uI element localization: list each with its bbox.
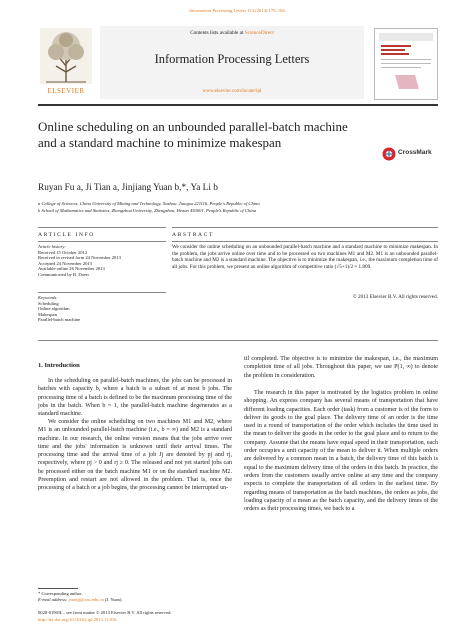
corresponding-author: * Corresponding author. [38,591,83,596]
keyword-item: Scheduling [38,300,59,306]
intro-paragraph-1: In the scheduling on parallel-batch machines, the jobs can be processed in batches with capacity b, where a batch is a subset of at most b jobs. The processing time of a batch is defined to be the maximum processing time of the jobs in the batch. When b = 1, the parallel-batch machine degenerates as a standard machine. [38,378,232,418]
abstract-rule-bottom [38,340,438,341]
tree-icon [38,26,94,86]
history-item: Received in revised form 24 November 2013 [38,255,121,261]
crossmark-badge[interactable] [382,146,438,162]
contents-prefix: Contents lists available at [190,30,245,36]
keyword-item: Makespan [38,311,57,317]
abstract-rule-top [172,227,438,228]
footnote-rule [38,588,78,589]
email-line [38,597,238,603]
email-label: E-mail address: [38,596,69,602]
history-item: Available online 26 November 2013 [38,266,105,272]
journal-cover-image [374,28,438,100]
history-item: Accepted 24 November 2013 [38,260,92,266]
masthead-center [100,26,364,99]
keywords-label: Keywords: [38,295,58,300]
keywords [38,295,166,323]
history-label: Article history: [38,244,66,249]
masthead [38,26,438,99]
affiliation-a: a College of Sciences, China University of Mining and Technology, Xuzhou, Jiangsu 221116, People's Republic of China [38,201,260,206]
article-title-line1: Online scheduling on an unbounded parallel-batch machine [38,119,348,134]
article-info-heading: ARTICLE INFO [38,232,95,238]
right-paragraph-2: The research in this paper is motivated by the logistics problem in online shopping. An express company has several means of transportation that have different loading capacities. Each order (task) from a customer is of the form to deliver its goods to the goal place. The delivery time of an order is the time used in a round of transportation of the order which includes the time used in the mean to deliver the goods in the order to the goal place and to return to the company. Assume that the means have equal speed in their transportation, each order occupies a unit capacity of the mean to deliver it. When multiple orders are delivered by a common mean in a batch, the delivery time of this batch is equal to the maximum delivery time of the orders in this batch. In practice, the orders from the customers usually arrive online at any time and the company expects to complete the transportation of all orders in the earliest time. By regarding means of transportation as the batch machines, the orders as jobs, the loading capacity of a mean as the batch capacity, and the delivery times of the orders as their processing times, we back to a [244,390,438,513]
article-title [38,119,368,150]
section-heading: 1. Introduction [38,362,80,369]
contents-line [100,30,364,37]
masthead-rule [38,104,438,106]
article-history [38,244,166,278]
authors: Ruyan Fu a, Ji Tian a, Jinjiang Yuan b,*, Ya Li b [38,183,218,193]
intro-paragraph-2: We consider the online scheduling on two machines M1 and M2, where M1 is an unbounded parallel-batch machine (i.e., b = ∞) and M2 is a standard machine. In our research, the online version means that the jobs arrive over time and the jobs' information is unknown until their arrival times. The processing time and the arrival time of a job Jj are denoted by pj and rj, respectively, where pj > 0 and rj ≥ 0. The released and not yet started jobs can be processed either on the batch machine M1 or on the standard machine M2. Preemption and restart are not allowed in the problem. That is, once the processing of a batch or a job begins, the processing cannot be interrupted un- [38,419,232,492]
email-link[interactable]: yuanjj@zzu.edu.cn [68,596,104,602]
footnote [38,591,238,602]
publisher-name: ELSEVIER [47,87,85,95]
article-info-rule-mid [38,241,166,242]
article-title-line2: and a standard machine to minimize makespan [38,134,282,150]
right-paragraph-1: til completed. The objective is to minimize the makespan, i.e., the maximum completion time of all jobs. Throughout this paper, we use P(1, ∞) to denote the problem in consideration. [244,356,438,379]
footer-frontmatter: 0020-0190/$ – see front matter © 2013 Elsevier B.V. All rights reserved. [38,610,172,615]
running-header: Information Processing Letters 114 (2014) 179–184 [189,8,285,13]
journal-title: Information Processing Letters [154,52,310,66]
history-item: Received 15 October 2012 [38,249,88,255]
history-item: Communicated by B. Doerr [38,271,90,277]
abstract-text: We consider the online scheduling on an unbounded parallel-batch machine and a standard machine to minimize makespan. In the problem, the jobs arrive online over time and to be processed on two machines M1 and M2. M1 is an unbounded parallel-batch machine and M2 is a standard machine. The objective is to minimize the makespan, i.e., the maximum completion time of all jobs. For this problem, we present an online algorithm of competitive ratio (√5+1)/2 ≈ 1.809. [172,244,438,270]
article-info-rule-top [38,227,166,228]
crossmark-icon [382,147,396,161]
email-suffix: (J. Yuan). [103,596,123,602]
footer-doi[interactable]: http://dx.doi.org/10.1016/j.ipl.2013.11.016 [38,617,117,622]
abstract-copyright: © 2013 Elsevier B.V. All rights reserved. [352,294,438,300]
abstract-heading: ABSTRACT [172,232,215,238]
journal-url[interactable]: www.elsevier.com/locate/ipl [202,88,262,94]
elsevier-logo [38,26,94,99]
keyword-item: Online algorithm [38,306,70,312]
keywords-rule [38,292,166,293]
abstract-rule-mid [172,241,438,242]
sciencedirect-link[interactable]: ScienceDirect [244,30,274,36]
crossmark-label: CrossMark [398,149,432,156]
keyword-item: Parallel-batch machine [38,317,81,323]
affiliation-b: b School of Mathematics and Statistics, Zhengzhou University, Zhengzhou, Henan 450001, People's Republic of China [38,208,257,213]
